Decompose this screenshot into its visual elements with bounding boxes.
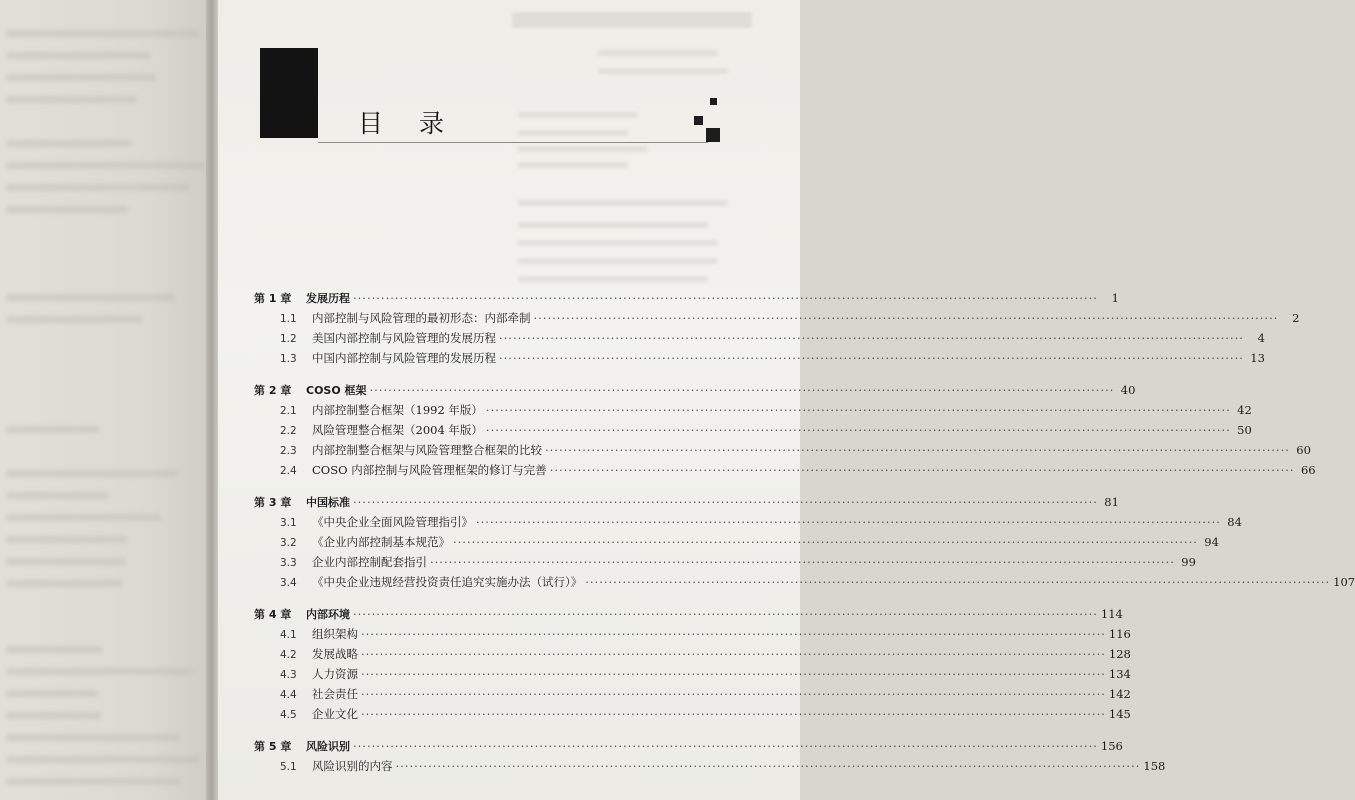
toc-leader-dots: ································································································································································: [430, 555, 1175, 569]
toc-number: 2.3: [280, 445, 297, 457]
show-through-text: [518, 200, 728, 206]
toc-leader-dots: ································································································································································: [533, 311, 1279, 325]
toc-gap: [254, 480, 764, 492]
toc-leader-dots: ································································································································································: [499, 351, 1244, 365]
toc-leader-dots: ································································································································································: [361, 647, 1106, 661]
toc-leader-dots: ································································································································································: [485, 403, 1231, 417]
toc-number: 4.5: [280, 709, 297, 721]
title-rule: [318, 142, 708, 143]
blurred-text-line: [6, 96, 137, 103]
blurred-text-line: [6, 470, 178, 477]
toc-chapter-row: [254, 736, 1123, 756]
blurred-text-line: [6, 580, 123, 587]
right-page: [218, 0, 1355, 800]
toc-label: COSO 框架: [306, 384, 367, 397]
toc-page-number: 1: [1111, 291, 1119, 305]
blurred-text-line: [6, 712, 101, 719]
toc-label: 人力资源: [312, 667, 358, 681]
toc-page-number: 81: [1104, 495, 1119, 509]
toc-page-number: 66: [1300, 463, 1316, 477]
toc-number: 3.3: [280, 557, 297, 569]
toc-gap: [254, 368, 764, 380]
toc-page-number: 99: [1181, 555, 1196, 569]
toc-label: 内部控制与风险管理的最初形态：内部牵制: [312, 311, 531, 325]
toc-number: 1.2: [280, 333, 297, 345]
toc-number: 1.1: [280, 313, 297, 325]
decorative-square: [694, 116, 703, 125]
toc-page-number: 2: [1292, 311, 1300, 325]
toc-label: 组织架构: [312, 627, 358, 641]
toc-number: 2.1: [280, 405, 297, 417]
left-page: [0, 0, 212, 800]
toc-page-number: 142: [1108, 687, 1131, 701]
toc-number: 第 3 章: [254, 496, 292, 509]
toc-label: 风险管理整合框架（2004 年版）: [312, 423, 483, 437]
toc-label: 美国内部控制与风险管理的发展历程: [312, 331, 496, 345]
page-title: 目 录: [358, 109, 458, 138]
toc-label: 中国内部控制与风险管理的发展历程: [312, 351, 496, 365]
toc-page-number: 114: [1100, 607, 1123, 621]
toc-leader-dots: ································································································································································: [395, 759, 1141, 773]
toc-page-number: 84: [1227, 515, 1242, 529]
toc-section-row: [254, 532, 1219, 552]
show-through-text: [598, 50, 718, 56]
decorative-square: [710, 98, 717, 105]
blurred-text-line: [6, 558, 126, 565]
toc-section-row: [254, 328, 1265, 348]
toc-section-row: [254, 460, 1316, 480]
blurred-text-line: [6, 646, 102, 653]
decorative-black-block: [260, 48, 318, 138]
toc-page-number: 50: [1237, 423, 1252, 437]
show-through-text: [518, 162, 628, 168]
running-header: [512, 12, 752, 28]
show-through-text: [518, 258, 718, 264]
blurred-text-line: [6, 778, 181, 785]
toc-number: 5.1: [280, 761, 297, 773]
toc-leader-dots: ································································································································································: [499, 331, 1244, 345]
toc-page-number: 116: [1108, 627, 1131, 641]
toc-leader-dots: ································································································································································: [476, 515, 1221, 529]
toc-section-row: [254, 400, 1252, 420]
blurred-text-line: [6, 668, 193, 675]
blurred-text-line: [6, 74, 156, 81]
toc-leader-dots: ································································································································································: [353, 739, 1098, 753]
blurred-text-line: [6, 426, 99, 433]
toc-gap: [254, 724, 764, 736]
toc-number: 第 5 章: [254, 740, 292, 753]
toc-label: 内部环境: [306, 608, 350, 621]
blurred-text-line: [6, 536, 127, 543]
toc-number: 4.1: [280, 629, 297, 641]
blurred-text-line: [6, 734, 180, 741]
toc-section-row: [254, 348, 1265, 368]
toc-number: 4.2: [280, 649, 297, 661]
toc-label: 风险识别: [306, 740, 350, 753]
toc-number: 4.4: [280, 689, 297, 701]
toc-label: 内部控制整合框架与风险管理整合框架的比较: [312, 443, 542, 457]
show-through-text: [598, 68, 728, 74]
toc-section-row: [254, 704, 1131, 724]
toc-page-number: 128: [1108, 647, 1131, 661]
toc-number: 3.2: [280, 537, 297, 549]
toc-number: 3.1: [280, 517, 297, 529]
blurred-text-line: [6, 690, 98, 697]
toc-leader-dots: ································································································································································: [361, 687, 1106, 701]
toc-section-row: [254, 684, 1131, 704]
toc-leader-dots: ································································································································································: [361, 707, 1106, 721]
toc-page-number: 40: [1120, 383, 1136, 397]
toc-leader-dots: ································································································································································: [485, 423, 1231, 437]
toc-page-number: 4: [1257, 331, 1265, 345]
blurred-text-line: [6, 30, 200, 37]
table-of-contents: [254, 288, 1355, 776]
blurred-text-line: [6, 162, 205, 169]
toc-page-number: 94: [1204, 535, 1219, 549]
toc-section-row: [254, 572, 1355, 592]
toc-leader-dots: ································································································································································: [353, 291, 1098, 305]
toc-leader-dots: ································································································································································: [361, 627, 1106, 641]
toc-leader-dots: ································································································································································: [353, 495, 1098, 509]
toc-label: 企业文化: [312, 707, 358, 721]
toc-gap: [254, 592, 764, 604]
show-through-text: [518, 276, 708, 282]
show-through-text: [518, 130, 628, 136]
toc-label: 发展历程: [306, 292, 350, 305]
toc-leader-dots: ································································································································································: [585, 575, 1331, 589]
toc-label: 中国标准: [306, 496, 350, 509]
toc-chapter-row: [254, 604, 1123, 624]
toc-leader-dots: ································································································································································: [369, 383, 1115, 397]
decorative-square: [706, 128, 720, 142]
blurred-text-line: [6, 316, 143, 323]
toc-section-row: [254, 664, 1131, 684]
toc-leader-dots: ································································································································································: [545, 443, 1290, 457]
toc-section-row: [254, 552, 1196, 572]
toc-number: 2.4: [280, 465, 297, 477]
toc-label: 《企业内部控制基本规范》: [312, 535, 450, 549]
toc-page-number: 145: [1108, 707, 1131, 721]
toc-section-row: [254, 440, 1311, 460]
blurred-text-line: [6, 756, 200, 763]
blurred-text-line: [6, 206, 128, 213]
toc-page-number: 158: [1143, 759, 1166, 773]
toc-label: 《中央企业全面风险管理指引》: [312, 515, 473, 529]
show-through-text: [518, 222, 708, 228]
toc-leader-dots: ································································································································································: [453, 535, 1198, 549]
toc-page-number: 60: [1296, 443, 1311, 457]
toc-label: 风险识别的内容: [312, 759, 393, 773]
toc-number: 2.2: [280, 425, 297, 437]
toc-label: 社会责任: [312, 687, 358, 701]
toc-chapter-row: [254, 380, 1136, 400]
blurred-text-line: [6, 492, 109, 499]
toc-label: 内部控制整合框架（1992 年版）: [312, 403, 483, 417]
toc-label: 发展战略: [312, 647, 358, 661]
toc-leader-dots: ································································································································································: [353, 607, 1098, 621]
show-through-text: [518, 146, 648, 152]
toc-page-number: 107: [1333, 575, 1355, 589]
toc-section-row: [254, 420, 1252, 440]
blurred-text-line: [6, 52, 151, 59]
toc-section-row: [254, 308, 1300, 328]
toc-page-number: 156: [1100, 739, 1123, 753]
toc-page-number: 134: [1108, 667, 1131, 681]
toc-label: COSO 内部控制与风险管理框架的修订与完善: [312, 463, 547, 477]
toc-section-row: [254, 644, 1131, 664]
blurred-text-line: [6, 184, 190, 191]
toc-chapter-row: [254, 288, 1119, 308]
toc-leader-dots: ································································································································································: [549, 463, 1295, 477]
toc-page-number: 13: [1250, 351, 1265, 365]
toc-number: 1.3: [280, 353, 297, 365]
toc-number: 4.3: [280, 669, 297, 681]
toc-section-row: [254, 756, 1166, 776]
toc-number: 3.4: [280, 577, 297, 589]
toc-number: 第 2 章: [254, 384, 292, 397]
blurred-text-line: [6, 514, 161, 521]
blurred-text-line: [6, 294, 175, 301]
show-through-text: [518, 240, 718, 246]
toc-chapter-row: [254, 492, 1119, 512]
blurred-text-line: [6, 140, 132, 147]
toc-number: 第 1 章: [254, 292, 292, 305]
toc-number: 第 4 章: [254, 608, 292, 621]
toc-label: 企业内部控制配套指引: [312, 555, 427, 569]
toc-page-number: 42: [1237, 403, 1252, 417]
show-through-text: [518, 112, 638, 118]
toc-leader-dots: ································································································································································: [361, 667, 1106, 681]
toc-section-row: [254, 512, 1242, 532]
toc-label: 《中央企业违规经营投资责任追究实施办法（试行）》: [312, 575, 583, 589]
toc-section-row: [254, 624, 1131, 644]
